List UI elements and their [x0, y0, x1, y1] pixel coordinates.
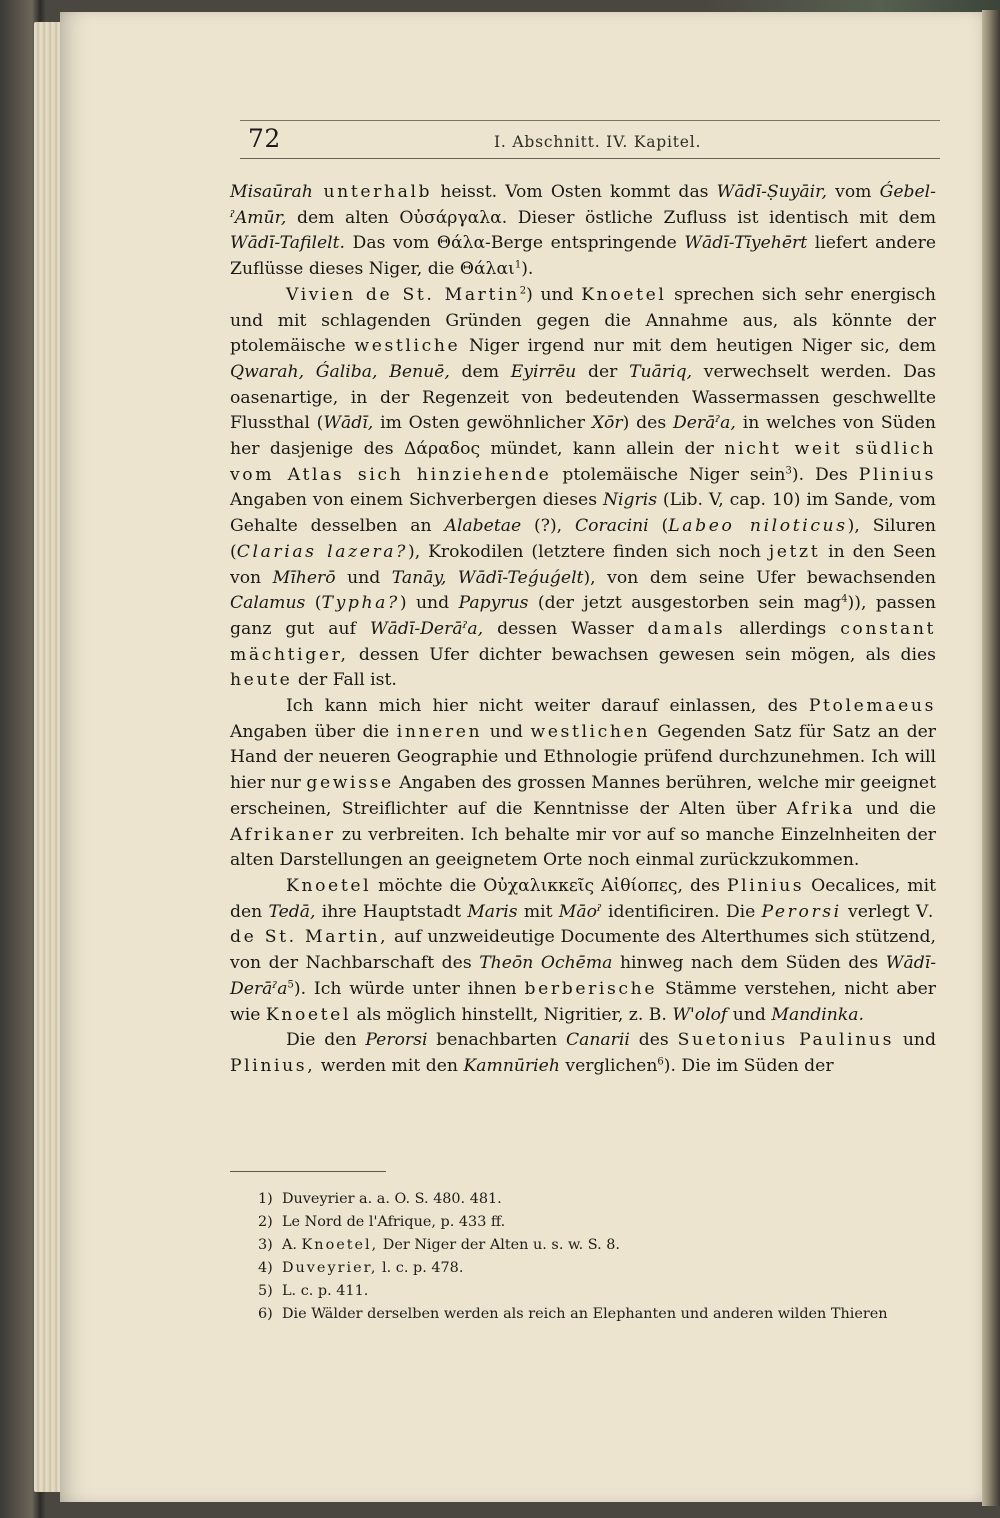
text-run: westlichen — [530, 721, 650, 742]
text-run: Wādī-Ṣuyāir, — [716, 182, 827, 202]
text-run: Labeo niloticus — [668, 516, 848, 537]
text-run: V. de St. Martin, — [230, 901, 936, 948]
text-run: Gegenden Satz für Satz an der Hand der neueren Geographie und Ethnologie prüfend durchzunehmen. Ich will hier nur — [230, 721, 936, 794]
text-run: Ptolemaeus — [808, 696, 936, 717]
text-run: Stämme verstehen, nicht aber wie — [230, 978, 936, 1025]
text-run: auf unzweideutige Documente des Alterthumes sich stützend, von der Nachbarschaft des — [230, 927, 936, 974]
paragraph-3 — [230, 694, 936, 874]
text-run: ), von dem seine Ufer bewachsenden — [583, 567, 936, 588]
text-run: im Osten gewöhnlicher — [373, 413, 592, 434]
footnote-number: 5) — [258, 1282, 273, 1299]
text-run: Eyirrēu — [510, 361, 577, 382]
text-run: dem — [449, 361, 511, 382]
text-run: als möglich hinstellt, Nigritier, z. B. — [351, 1004, 673, 1025]
text-run: verwechselt werden. Das oasenartige, in der Regenzeit von bedeutenden Wassermassen geschwellte Flussthal ( — [230, 361, 936, 434]
text-run: ) des — [622, 413, 673, 434]
footnote-number: 6) — [258, 1305, 273, 1322]
footnote — [258, 1303, 938, 1326]
text-run: Kamnūrieh — [463, 1055, 560, 1076]
footnote — [258, 1234, 938, 1257]
text-run: Wādī-Tīyehērt — [684, 233, 808, 254]
text-run: nicht weit südlich vom Atlas sich hinziehende — [230, 439, 937, 485]
footnote-ref: 5 — [287, 979, 294, 991]
text-run: und die — [855, 798, 936, 819]
text-run: Tedā, — [268, 901, 316, 922]
text-run: Angaben über die — [230, 721, 397, 742]
text-run: Das vom Θάλα-Berge entspringende — [344, 233, 685, 254]
text-run: identificiren. Die — [601, 901, 762, 922]
text-run: Niger irgend nur mit dem heutigen Niger sic, dem — [460, 336, 936, 357]
text-run: Mīherō — [272, 567, 336, 588]
text-run: in welches von Süden her dasjenige des Δάραδος mündet, kann allein der — [230, 413, 936, 460]
text-run: constant mächtiger, — [230, 618, 936, 665]
paragraph-1 — [230, 180, 936, 283]
text-run: Wādī-Derāˀa — [230, 953, 937, 999]
text-run: verglichen — [559, 1055, 658, 1076]
text-run: und — [894, 1030, 937, 1051]
text-run: Wādī-Tafilelt. — [230, 233, 345, 254]
text-run: )), passen ganz gut auf — [230, 593, 936, 639]
text-run: Tuāriq, — [629, 361, 693, 382]
text-run: benachbarten — [427, 1030, 566, 1051]
text-run: mit — [517, 901, 559, 922]
footnote-text: A. — [282, 1236, 302, 1253]
footnote-author: Knoetel, — [301, 1236, 379, 1253]
text-run: Oecalices, mit den — [230, 875, 937, 922]
text-run: Alabetae — [444, 516, 522, 537]
text-run: ) und — [399, 593, 459, 614]
text-run: ( — [305, 593, 322, 614]
footnote-number: 4) — [258, 1259, 273, 1276]
paragraph-5 — [230, 1028, 936, 1079]
text-run: möchte die Οὐχαλικκεῖς Αἰθίοπες, des — [371, 875, 727, 896]
footnote — [258, 1280, 938, 1303]
text-run: ihre Hauptstadt — [315, 901, 468, 922]
text-run: damals — [647, 618, 726, 639]
footnote-text: Le Nord de l'Afrique, p. 433 ff. — [282, 1213, 506, 1230]
text-run: (?), — [521, 516, 575, 537]
footnote-text: Der Niger der Alten u. s. w. S. 8. — [378, 1236, 620, 1253]
footnote-ref: 4 — [841, 593, 848, 605]
text-run: inneren — [396, 721, 483, 742]
text-run: ). Ich würde unter ihnen — [293, 978, 525, 999]
footnote-ref: 1 — [514, 259, 522, 271]
text-run: Māoˀ — [558, 901, 602, 922]
text-run: zu verbreiten. Ich behalte mir vor auf so manche Einzelnheiten der alten Darstellungen an geeignetem Orte noch einmal zurückzukommen. — [230, 824, 936, 871]
text-run: Papyrus — [458, 593, 529, 614]
text-run: liefert andere Zuflüsse dieses Niger, die Θάλαι — [230, 233, 936, 280]
text-run: ). Die im Süden der — [663, 1055, 834, 1076]
footnote-text: l. c. p. 478. — [377, 1259, 464, 1276]
text-run: ), Siluren ( — [230, 516, 936, 562]
footnote-number: 1) — [258, 1191, 273, 1207]
text-run: Knoetel — [581, 284, 667, 305]
footnote-ref: 3 — [785, 465, 792, 476]
text-run: berberische — [524, 978, 658, 999]
text-run: Plinius — [858, 464, 936, 485]
footnote-rule — [230, 1171, 386, 1172]
footnote-number: 3) — [258, 1236, 273, 1253]
paragraph-4 — [230, 874, 936, 1028]
text-run: ). Des — [791, 464, 859, 485]
text-run: ( — [648, 516, 669, 537]
paragraph-2 — [230, 283, 936, 694]
text-run: in den Seen von — [230, 541, 937, 588]
text-run: und — [482, 721, 531, 742]
footnote-text: Die Wälder derselben werden als reich an Elephanten und anderen wilden Thieren — [282, 1305, 888, 1322]
footnote-number: 2) — [258, 1213, 273, 1230]
text-run: sprechen sich sehr energisch und mit schlagenden Gründen gegen die Annahme aus, als könnte der ptolemäische — [230, 284, 936, 357]
text-run: Mandinka. — [771, 1004, 864, 1025]
text-run: unterhalb — [312, 182, 433, 202]
text-run: heute — [230, 670, 293, 691]
text-run: Coracini — [575, 516, 649, 537]
text-run: Wādī, — [323, 413, 374, 434]
text-run: hinweg nach dem Süden des — [612, 953, 886, 974]
text-run: Ich kann mich hier nicht weiter darauf einlassen, des — [286, 696, 809, 717]
text-run: Knoetel — [265, 1004, 352, 1025]
text-run: westliche — [354, 336, 461, 357]
text-run: gewisse — [306, 773, 394, 794]
text-run: Nigris — [602, 490, 658, 511]
footnote-text: Duveyrier a. a. O. S. 480. 481. — [282, 1191, 502, 1207]
text-run: Perorsi — [365, 1030, 428, 1051]
text-run: Plinius — [726, 875, 805, 896]
text-run: ). — [521, 259, 534, 280]
text-run: Theōn Ochēma — [479, 953, 613, 974]
text-run: und — [335, 567, 392, 588]
text-run: verlegt — [841, 901, 916, 922]
text-run: Misaūrah — [230, 182, 313, 202]
text-run: Afrikaner — [230, 824, 336, 845]
text-run: dem alten Οὐσάργαλα. Dieser östliche Zufluss ist identisch mit dem — [286, 207, 936, 228]
text-run: W'olof — [672, 1004, 728, 1025]
text-run: dessen Wasser — [483, 618, 648, 639]
page-header — [244, 118, 936, 158]
footnote — [258, 1188, 938, 1211]
text-run: vom — [826, 182, 880, 202]
text-run: Xōr — [591, 413, 623, 434]
text-run: allerdings — [725, 618, 841, 639]
footnote — [258, 1211, 938, 1234]
text-run: des — [629, 1030, 678, 1051]
text-run: Clarias lazera? — [236, 541, 408, 562]
main-text — [230, 180, 936, 1080]
footnote-ref: 2 — [519, 285, 527, 297]
text-run: ), Krokodilen (letztere finden sich noch — [407, 541, 769, 562]
text-run: ptolemäische Niger sein — [551, 464, 786, 485]
footnote-text: L. c. p. 411. — [282, 1282, 369, 1299]
text-run: heisst. Vom Osten kommt das — [432, 182, 717, 202]
page-number: 72 — [248, 124, 281, 153]
text-run: der — [576, 361, 630, 382]
footnote-ref: 6 — [657, 1056, 664, 1068]
text-run: Knoetel — [286, 875, 372, 896]
text-run: Plinius, — [230, 1055, 316, 1076]
text-run: Qwarah, Ǵaliba, Benuē, — [230, 361, 450, 382]
footnote-author: Duveyrier, — [282, 1259, 378, 1276]
text-run: Tanāy, Wādī-Teǵuǵelt — [391, 567, 584, 588]
text-run: Die den — [286, 1030, 366, 1051]
text-run: Ǵebel-ˀAmūr, — [230, 182, 936, 228]
text-run: Canarii — [565, 1030, 630, 1051]
text-run: Derāˀa, — [672, 413, 736, 434]
text-run: Maris — [467, 901, 518, 922]
text-run: dessen Ufer dichter bewachsen gewesen sein mögen, als dies — [348, 644, 936, 665]
text-run: Vivien de St. Martin — [286, 284, 520, 305]
text-run: Afrika — [786, 798, 856, 819]
text-run: Angaben von einem Sichverbergen dieses — [230, 490, 603, 511]
text-run: Wādī-Derāˀa, — [369, 618, 484, 639]
text-run: ) und — [526, 284, 582, 305]
header-rule — [240, 158, 940, 159]
text-run: Angaben des grossen Mannes berühren, welche mir geeignet erscheinen, Streiflichter auf die Kenntnisse der Alten über — [230, 773, 936, 819]
text-run: (der jetzt ausgestorben sein mag — [528, 593, 842, 614]
text-run: Calamus — [230, 593, 306, 614]
running-head: I. Abschnitt. IV. Kapitel. — [494, 133, 702, 151]
page-right-shadow — [982, 10, 1000, 1506]
text-run: (Lib. V, cap. 10) im Sande, vom Gehalte desselben an — [230, 490, 936, 537]
footnotes — [258, 1188, 938, 1325]
text-run: jetzt — [768, 541, 821, 562]
text-run: Suetonius Paulinus — [677, 1030, 895, 1051]
text-run: der Fall ist. — [292, 670, 397, 691]
footnote — [258, 1257, 938, 1280]
text-run: werden mit den — [315, 1055, 464, 1076]
text-run: Typha? — [321, 593, 400, 614]
text-run: Perorsi — [761, 901, 842, 922]
text-run: und — [727, 1004, 772, 1025]
